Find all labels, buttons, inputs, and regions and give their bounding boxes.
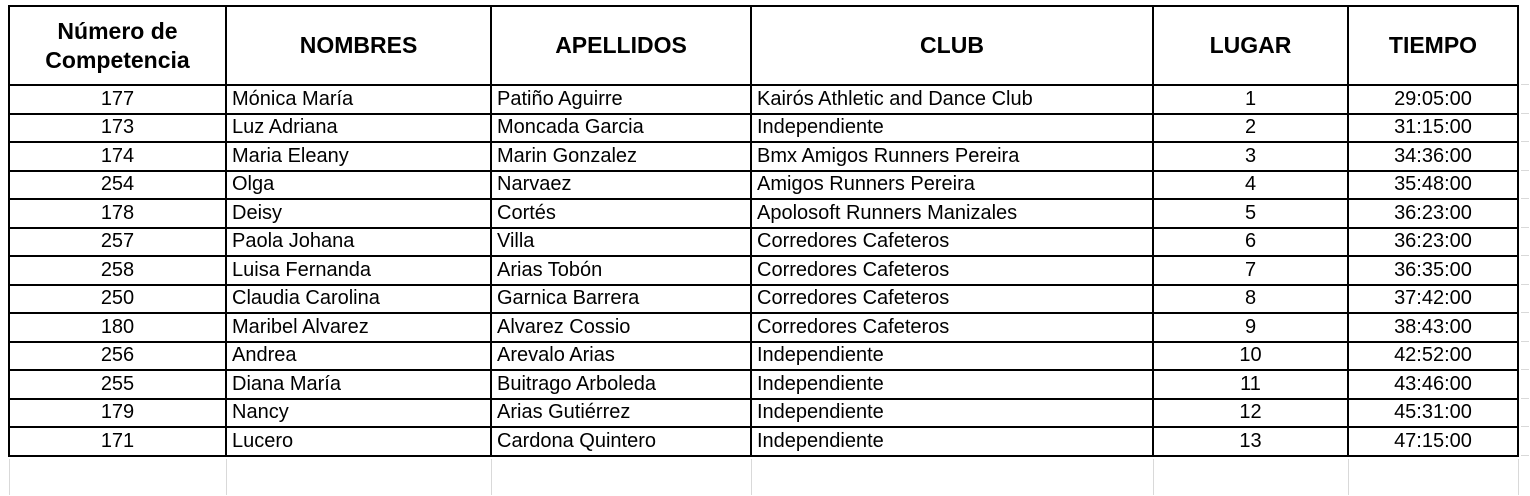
gridline-stub bbox=[491, 459, 492, 496]
gridline-stub bbox=[1521, 341, 1529, 342]
gridline-stub bbox=[1521, 398, 1529, 399]
gridline-stub bbox=[1521, 198, 1529, 199]
table-row bbox=[9, 85, 1518, 114]
header-row bbox=[9, 6, 1518, 85]
cell-club[interactable]: Kairós Athletic and Dance Club bbox=[751, 85, 1153, 114]
cell-tiempo[interactable]: 34:36:00 bbox=[1348, 142, 1518, 171]
cell-club[interactable]: Bmx Amigos Runners Pereira bbox=[751, 142, 1153, 171]
cell-numero[interactable]: 179 bbox=[9, 399, 226, 428]
cell-apellidos[interactable]: Narvaez bbox=[491, 171, 751, 200]
cell-apellidos[interactable]: Patiño Aguirre bbox=[491, 85, 751, 114]
cell-nombres[interactable]: Nancy bbox=[226, 399, 491, 428]
cell-club[interactable]: Corredores Cafeteros bbox=[751, 285, 1153, 314]
gridline-stub bbox=[1521, 455, 1529, 456]
cell-nombres[interactable]: Lucero bbox=[226, 427, 491, 456]
cell-numero[interactable]: 257 bbox=[9, 228, 226, 257]
table-row bbox=[9, 171, 1518, 200]
cell-tiempo[interactable]: 38:43:00 bbox=[1348, 313, 1518, 342]
cell-numero[interactable]: 180 bbox=[9, 313, 226, 342]
cell-tiempo[interactable]: 36:23:00 bbox=[1348, 199, 1518, 228]
cell-lugar[interactable]: 9 bbox=[1153, 313, 1348, 342]
cell-nombres[interactable]: Luisa Fernanda bbox=[226, 256, 491, 285]
cell-nombres[interactable]: Deisy bbox=[226, 199, 491, 228]
gridline-stub bbox=[1521, 170, 1529, 171]
cell-apellidos[interactable]: Moncada Garcia bbox=[491, 114, 751, 143]
cell-club[interactable]: Independiente bbox=[751, 399, 1153, 428]
cell-club[interactable]: Independiente bbox=[751, 370, 1153, 399]
gridline-stub bbox=[1521, 141, 1529, 142]
gridline-stub bbox=[1153, 459, 1154, 496]
table-row bbox=[9, 256, 1518, 285]
table-row bbox=[9, 285, 1518, 314]
gridline-stub bbox=[226, 459, 227, 496]
table-row bbox=[9, 342, 1518, 371]
cell-club[interactable]: Corredores Cafeteros bbox=[751, 228, 1153, 257]
cell-tiempo[interactable]: 43:46:00 bbox=[1348, 370, 1518, 399]
table-row bbox=[9, 114, 1518, 143]
cell-nombres[interactable]: Olga bbox=[226, 171, 491, 200]
cell-lugar[interactable]: 2 bbox=[1153, 114, 1348, 143]
cell-lugar[interactable]: 3 bbox=[1153, 142, 1348, 171]
cell-numero[interactable]: 255 bbox=[9, 370, 226, 399]
cell-numero[interactable]: 254 bbox=[9, 171, 226, 200]
cell-lugar[interactable]: 6 bbox=[1153, 228, 1348, 257]
cell-nombres[interactable]: Maria Eleany bbox=[226, 142, 491, 171]
cell-club[interactable]: Amigos Runners Pereira bbox=[751, 171, 1153, 200]
cell-tiempo[interactable]: 29:05:00 bbox=[1348, 85, 1518, 114]
cell-tiempo[interactable]: 47:15:00 bbox=[1348, 427, 1518, 456]
gridline-stub bbox=[1521, 227, 1529, 228]
gridline-stub bbox=[1521, 426, 1529, 427]
cell-lugar[interactable]: 11 bbox=[1153, 370, 1348, 399]
cell-apellidos[interactable]: Arias Gutiérrez bbox=[491, 399, 751, 428]
cell-tiempo[interactable]: 42:52:00 bbox=[1348, 342, 1518, 371]
cell-nombres[interactable]: Mónica María bbox=[226, 85, 491, 114]
cell-nombres[interactable]: Maribel Alvarez bbox=[226, 313, 491, 342]
cell-apellidos[interactable]: Alvarez Cossio bbox=[491, 313, 751, 342]
gridline-stub bbox=[1521, 255, 1529, 256]
cell-tiempo[interactable]: 31:15:00 bbox=[1348, 114, 1518, 143]
table-row bbox=[9, 228, 1518, 257]
cell-apellidos[interactable]: Villa bbox=[491, 228, 751, 257]
cell-numero[interactable]: 174 bbox=[9, 142, 226, 171]
cell-club[interactable]: Apolosoft Runners Manizales bbox=[751, 199, 1153, 228]
gridline-stub bbox=[1521, 312, 1529, 313]
cell-club[interactable]: Independiente bbox=[751, 427, 1153, 456]
cell-apellidos[interactable]: Garnica Barrera bbox=[491, 285, 751, 314]
cell-numero[interactable]: 177 bbox=[9, 85, 226, 114]
cell-nombres[interactable]: Luz Adriana bbox=[226, 114, 491, 143]
table-row bbox=[9, 427, 1518, 456]
header-numero-de-competencia[interactable]: Número de Competencia bbox=[9, 6, 226, 85]
cell-lugar[interactable]: 12 bbox=[1153, 399, 1348, 428]
header-lugar[interactable]: LUGAR bbox=[1153, 6, 1348, 85]
gridline-stub bbox=[1348, 459, 1349, 496]
cell-numero[interactable]: 173 bbox=[9, 114, 226, 143]
cell-tiempo[interactable]: 45:31:00 bbox=[1348, 399, 1518, 428]
header-nombres[interactable]: NOMBRES bbox=[226, 6, 491, 85]
cell-apellidos[interactable]: Arevalo Arias bbox=[491, 342, 751, 371]
gridline-stub bbox=[751, 459, 752, 496]
cell-numero[interactable]: 250 bbox=[9, 285, 226, 314]
cell-lugar[interactable]: 5 bbox=[1153, 199, 1348, 228]
gridline-stub bbox=[9, 459, 10, 496]
cell-numero[interactable]: 258 bbox=[9, 256, 226, 285]
cell-lugar[interactable]: 13 bbox=[1153, 427, 1348, 456]
results-table bbox=[8, 5, 1519, 457]
table-row bbox=[9, 199, 1518, 228]
gridline-stub bbox=[1521, 369, 1529, 370]
gridline-stub bbox=[1518, 459, 1519, 496]
cell-nombres[interactable]: Paola Johana bbox=[226, 228, 491, 257]
table-row bbox=[9, 142, 1518, 171]
cell-lugar[interactable]: 1 bbox=[1153, 85, 1348, 114]
gridline-stub bbox=[1521, 284, 1529, 285]
cell-tiempo[interactable]: 36:35:00 bbox=[1348, 256, 1518, 285]
cell-club[interactable]: Independiente bbox=[751, 114, 1153, 143]
cell-apellidos[interactable]: Marin Gonzalez bbox=[491, 142, 751, 171]
cell-nombres[interactable]: Diana María bbox=[226, 370, 491, 399]
cell-numero[interactable]: 171 bbox=[9, 427, 226, 456]
table-row bbox=[9, 370, 1518, 399]
cell-tiempo[interactable]: 37:42:00 bbox=[1348, 285, 1518, 314]
gridline-stub bbox=[1521, 84, 1529, 85]
cell-club[interactable]: Corredores Cafeteros bbox=[751, 256, 1153, 285]
cell-club[interactable]: Independiente bbox=[751, 342, 1153, 371]
table-row bbox=[9, 313, 1518, 342]
cell-nombres[interactable]: Andrea bbox=[226, 342, 491, 371]
header-tiempo[interactable]: TIEMPO bbox=[1348, 6, 1518, 85]
cell-tiempo[interactable]: 35:48:00 bbox=[1348, 171, 1518, 200]
cell-apellidos[interactable]: Cortés bbox=[491, 199, 751, 228]
table-row bbox=[9, 399, 1518, 428]
header-apellidos[interactable]: APELLIDOS bbox=[491, 6, 751, 85]
cell-lugar[interactable]: 4 bbox=[1153, 171, 1348, 200]
cell-lugar[interactable]: 10 bbox=[1153, 342, 1348, 371]
cell-numero[interactable]: 256 bbox=[9, 342, 226, 371]
cell-apellidos[interactable]: Cardona Quintero bbox=[491, 427, 751, 456]
cell-numero[interactable]: 178 bbox=[9, 199, 226, 228]
cell-lugar[interactable]: 8 bbox=[1153, 285, 1348, 314]
cell-nombres[interactable]: Claudia Carolina bbox=[226, 285, 491, 314]
cell-lugar[interactable]: 7 bbox=[1153, 256, 1348, 285]
cell-apellidos[interactable]: Arias Tobón bbox=[491, 256, 751, 285]
header-club[interactable]: CLUB bbox=[751, 6, 1153, 85]
gridline-stub bbox=[1521, 113, 1529, 114]
cell-apellidos[interactable]: Buitrago Arboleda bbox=[491, 370, 751, 399]
cell-club[interactable]: Corredores Cafeteros bbox=[751, 313, 1153, 342]
cell-tiempo[interactable]: 36:23:00 bbox=[1348, 228, 1518, 257]
